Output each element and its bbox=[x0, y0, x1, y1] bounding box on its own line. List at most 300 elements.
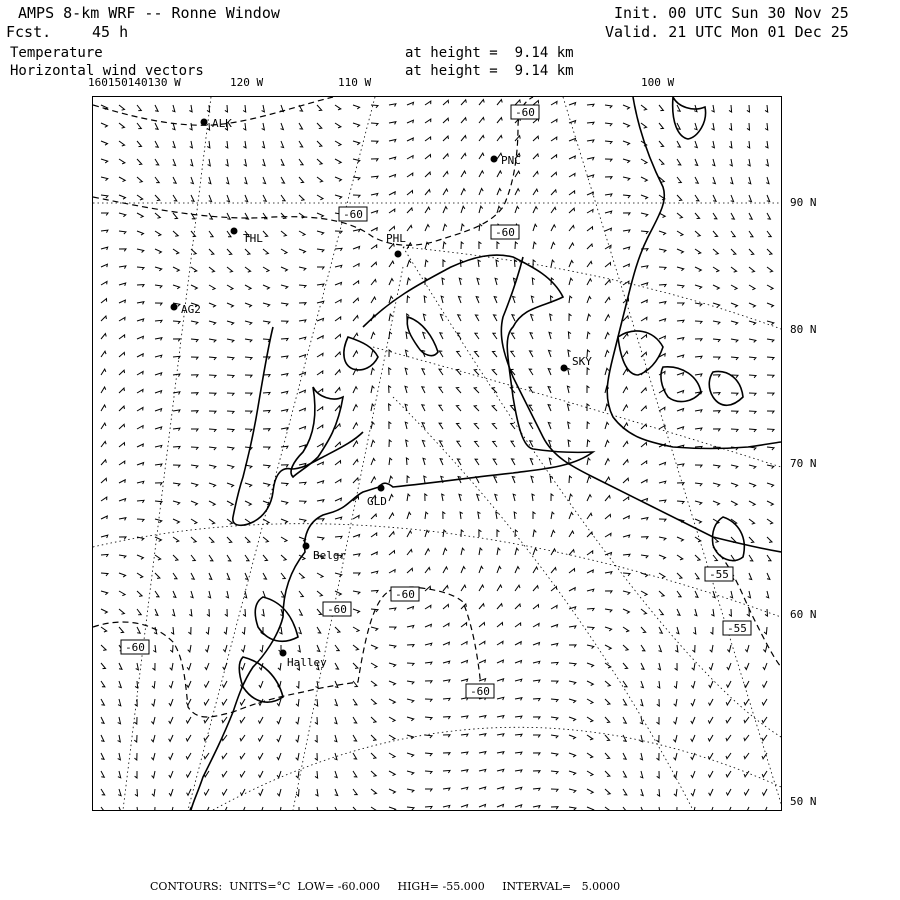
wind-vector bbox=[152, 699, 155, 706]
wind-vector bbox=[407, 120, 413, 123]
wind-vector bbox=[569, 550, 574, 555]
wind-vector bbox=[134, 753, 137, 760]
wind-vector bbox=[641, 105, 647, 110]
wind-vector bbox=[497, 118, 502, 123]
wind-vector bbox=[155, 213, 160, 218]
wind-vector bbox=[170, 663, 173, 670]
wind-vector bbox=[745, 645, 749, 652]
wind-vector bbox=[335, 317, 341, 321]
wind-vector bbox=[587, 589, 594, 592]
wind-vector bbox=[550, 476, 553, 483]
wind-vector bbox=[353, 645, 359, 650]
wind-vector bbox=[227, 501, 233, 506]
station-belgr[interactable] bbox=[303, 543, 347, 563]
wind-vector bbox=[119, 663, 122, 669]
wind-vector bbox=[224, 627, 227, 634]
wind-vector bbox=[191, 375, 198, 378]
wind-vector bbox=[169, 735, 173, 741]
wind-vector bbox=[443, 717, 450, 720]
wind-vector bbox=[479, 100, 484, 105]
wind-vector bbox=[461, 770, 468, 773]
wind-vector bbox=[461, 787, 468, 790]
wind-vector bbox=[443, 242, 446, 249]
wind-vector bbox=[335, 406, 340, 411]
wind-vector bbox=[677, 320, 684, 323]
wind-vector bbox=[532, 494, 535, 501]
wind-vector bbox=[155, 285, 162, 288]
wind-vector bbox=[240, 699, 245, 705]
wind-vector bbox=[567, 386, 570, 393]
map-panel[interactable] bbox=[92, 96, 782, 811]
wind-vector bbox=[406, 458, 409, 465]
wind-vector bbox=[222, 681, 227, 687]
wind-vector bbox=[258, 717, 263, 723]
wind-vector bbox=[296, 717, 299, 724]
wind-vector bbox=[155, 573, 160, 578]
station-pnc[interactable] bbox=[491, 154, 521, 167]
wind-vector bbox=[119, 213, 126, 217]
wind-vector bbox=[353, 627, 359, 632]
station-ag2[interactable] bbox=[171, 303, 201, 316]
wind-vector bbox=[677, 355, 684, 358]
wind-vector bbox=[335, 141, 341, 146]
wind-vector bbox=[119, 317, 125, 321]
wind-vector bbox=[389, 422, 391, 429]
wind-vector bbox=[298, 627, 301, 634]
wind-vector bbox=[711, 627, 714, 634]
wind-vector bbox=[695, 356, 702, 359]
wind-vector bbox=[605, 440, 609, 447]
wind-vector bbox=[119, 335, 125, 339]
wind-vector bbox=[353, 771, 357, 777]
wind-vector bbox=[767, 429, 774, 432]
lon-label-cluster: 160150140130 W bbox=[88, 76, 181, 89]
wind-vector bbox=[153, 645, 156, 652]
wind-vector bbox=[605, 159, 612, 162]
wind-vector bbox=[119, 370, 125, 375]
wind-vector bbox=[137, 195, 143, 200]
wind-vector bbox=[479, 153, 484, 159]
wind-vector bbox=[353, 516, 359, 520]
wind-vector bbox=[640, 753, 643, 760]
wind-vector bbox=[260, 645, 263, 652]
wind-vector bbox=[425, 753, 432, 756]
wind-vector bbox=[748, 159, 751, 166]
wind-vector bbox=[677, 303, 684, 305]
wind-vector bbox=[497, 242, 499, 249]
wind-vector bbox=[389, 699, 395, 704]
wind-vector bbox=[371, 386, 374, 393]
wind-vector bbox=[747, 105, 750, 112]
wind-vector bbox=[389, 440, 392, 447]
wind-vector bbox=[118, 735, 121, 742]
wind-vector bbox=[744, 735, 749, 741]
wind-vector bbox=[423, 332, 426, 339]
wind-vector bbox=[407, 225, 412, 231]
wind-vector bbox=[137, 591, 142, 596]
wind-vector bbox=[335, 282, 342, 285]
wind-vector bbox=[425, 530, 429, 537]
wind-vector bbox=[641, 195, 648, 199]
wind-vector bbox=[749, 483, 756, 487]
wind-vector bbox=[440, 315, 443, 322]
meridian-3 bbox=[293, 267, 403, 810]
wind-vector bbox=[406, 332, 409, 339]
lon-label-100w: 100 W bbox=[641, 76, 675, 89]
wind-vector bbox=[762, 771, 767, 777]
wind-vector bbox=[263, 177, 266, 184]
wind-vector bbox=[551, 644, 558, 647]
wind-vector bbox=[587, 458, 590, 465]
wind-vector bbox=[119, 177, 125, 182]
wind-vector bbox=[677, 555, 683, 560]
wind-vector bbox=[281, 285, 288, 289]
wind-vector bbox=[317, 284, 324, 287]
wind-vector bbox=[371, 681, 377, 686]
wind-vector bbox=[551, 172, 557, 177]
wind-vector bbox=[659, 105, 663, 111]
wind-vector bbox=[695, 159, 698, 165]
wind-vector bbox=[677, 285, 684, 288]
station-phl[interactable] bbox=[386, 232, 406, 258]
wind-vector bbox=[659, 609, 663, 615]
wind-vector bbox=[371, 514, 376, 519]
contour-label-box bbox=[323, 602, 351, 616]
wind-vector bbox=[711, 609, 714, 616]
wind-vector bbox=[225, 141, 228, 148]
wind-vector bbox=[494, 297, 497, 303]
wind-vector bbox=[258, 753, 263, 759]
wind-vector bbox=[479, 530, 482, 537]
wind-vector bbox=[101, 264, 107, 267]
wind-vector bbox=[137, 285, 144, 288]
wind-vector bbox=[353, 333, 358, 339]
wind-vector bbox=[495, 278, 498, 285]
wind-vector bbox=[389, 122, 396, 125]
wind-vector bbox=[695, 374, 702, 377]
wind-vector bbox=[299, 355, 306, 358]
wind-vector bbox=[334, 735, 337, 742]
wind-vector bbox=[209, 339, 216, 342]
wind-vector bbox=[767, 231, 771, 237]
wind-vector bbox=[695, 231, 700, 236]
contour-label-box bbox=[491, 225, 519, 239]
wind-vector bbox=[389, 663, 396, 667]
wind-vector bbox=[659, 627, 662, 633]
wind-vector bbox=[605, 315, 610, 321]
wind-vector bbox=[587, 551, 593, 555]
wind-vector bbox=[605, 263, 611, 268]
wind-vector bbox=[353, 247, 360, 250]
wind-vector bbox=[281, 591, 284, 597]
wind-vector bbox=[173, 591, 176, 597]
wind-vector bbox=[299, 177, 304, 183]
wind-vector bbox=[299, 337, 306, 340]
wind-vector bbox=[641, 213, 648, 217]
wind-vector bbox=[277, 771, 281, 778]
wind-vector bbox=[226, 159, 229, 166]
wind-vector bbox=[511, 333, 515, 339]
wind-vector bbox=[389, 627, 396, 630]
wind-vector bbox=[371, 771, 376, 776]
wind-vector bbox=[209, 375, 216, 378]
wind-vector bbox=[532, 278, 535, 285]
wind-vector bbox=[371, 194, 378, 197]
wind-vector bbox=[170, 807, 174, 810]
wind-vector bbox=[497, 623, 503, 628]
wind-vector bbox=[713, 285, 719, 289]
meridian-2 bbox=[188, 97, 375, 810]
wind-vector bbox=[371, 627, 378, 631]
wind-vector bbox=[456, 406, 461, 412]
wind-vector bbox=[407, 626, 414, 629]
wind-vector bbox=[258, 735, 263, 741]
wind-vector bbox=[497, 752, 504, 755]
wind-vector bbox=[693, 627, 696, 634]
wind-vector bbox=[641, 283, 648, 286]
wind-vector bbox=[137, 627, 140, 633]
wind-vector bbox=[263, 321, 270, 324]
wind-vector bbox=[659, 537, 666, 540]
wind-vector bbox=[443, 753, 450, 756]
wind-vector bbox=[222, 789, 227, 795]
wind-vector bbox=[371, 440, 375, 447]
wind-vector bbox=[533, 189, 538, 195]
wind-vector bbox=[281, 537, 287, 542]
wind-vector bbox=[137, 444, 143, 447]
wind-vector bbox=[605, 333, 609, 339]
wind-vector bbox=[569, 243, 574, 249]
contour-label-box bbox=[466, 684, 494, 698]
wind-vector bbox=[317, 105, 322, 111]
wind-vector bbox=[353, 699, 357, 705]
wind-vector bbox=[439, 369, 443, 375]
station-thl[interactable] bbox=[231, 228, 264, 246]
wind-vector bbox=[353, 789, 357, 795]
wind-vector bbox=[674, 789, 677, 796]
wind-vector bbox=[222, 699, 227, 705]
wind-vector bbox=[277, 789, 281, 796]
wind-vector bbox=[169, 717, 173, 723]
wind-vector bbox=[659, 319, 666, 322]
wind-vector bbox=[708, 771, 713, 777]
wind-vector bbox=[767, 249, 772, 254]
contour-label-text: -60 bbox=[495, 226, 515, 239]
wind-vector bbox=[169, 699, 173, 706]
contour-label-box bbox=[121, 640, 149, 654]
wind-vector bbox=[677, 609, 680, 615]
wind-vector bbox=[389, 157, 396, 160]
wind-vector bbox=[749, 267, 755, 272]
wind-vector bbox=[209, 321, 216, 325]
wind-vector bbox=[551, 225, 556, 231]
wind-vector bbox=[263, 447, 270, 450]
wind-vector bbox=[695, 303, 702, 306]
wind-vector bbox=[425, 494, 428, 501]
wind-vector bbox=[281, 303, 288, 306]
wind-vector bbox=[101, 441, 106, 447]
wind-vector bbox=[587, 771, 593, 776]
wind-vector bbox=[674, 681, 677, 688]
wind-vector bbox=[457, 459, 461, 465]
wind-vector bbox=[767, 537, 772, 542]
wind-vector bbox=[173, 213, 178, 219]
wind-vector bbox=[299, 573, 304, 578]
wind-vector bbox=[767, 339, 774, 342]
wind-vector bbox=[551, 587, 557, 592]
wind-vector bbox=[587, 314, 591, 321]
contour-minus55 bbox=[713, 547, 781, 667]
wind-vector bbox=[204, 699, 209, 705]
wind-vector bbox=[173, 573, 177, 579]
wind-vector bbox=[335, 352, 340, 357]
wind-vector bbox=[443, 100, 449, 105]
wind-vector bbox=[623, 609, 629, 613]
wind-vector bbox=[674, 807, 677, 810]
wind-vector bbox=[749, 339, 756, 342]
wind-vector bbox=[659, 426, 665, 430]
wind-vector bbox=[227, 411, 234, 414]
wind-vector bbox=[569, 173, 575, 177]
island-7 bbox=[661, 367, 701, 402]
wind-vector bbox=[623, 405, 628, 411]
wind-vector bbox=[155, 320, 162, 323]
wind-vector bbox=[353, 298, 359, 303]
contour-label-text: -60 bbox=[470, 685, 490, 698]
wind-vector bbox=[389, 495, 393, 502]
wind-vector bbox=[605, 645, 611, 650]
station-label-gld: GLD bbox=[367, 495, 387, 508]
wind-vector bbox=[475, 441, 479, 447]
wind-vector bbox=[137, 141, 142, 147]
wind-vector bbox=[299, 231, 305, 236]
wind-vector bbox=[101, 230, 108, 233]
wind-vector bbox=[569, 476, 572, 483]
wind-vector bbox=[155, 231, 161, 236]
wind-vector bbox=[569, 314, 572, 321]
wind-vector bbox=[729, 105, 732, 112]
wind-vector bbox=[371, 297, 376, 303]
wind-vector bbox=[173, 483, 180, 486]
wind-vector bbox=[262, 609, 265, 616]
wind-vector bbox=[263, 249, 268, 254]
wind-vector bbox=[296, 771, 299, 778]
contour-label-text: -55 bbox=[709, 568, 729, 581]
wind-vector bbox=[389, 386, 392, 393]
wind-vector bbox=[695, 321, 702, 324]
wind-vector bbox=[118, 699, 121, 706]
wind-vector bbox=[587, 570, 593, 573]
wind-vector bbox=[641, 406, 646, 411]
wind-vector bbox=[263, 195, 266, 201]
lat-label-60n: 60 N bbox=[790, 608, 817, 621]
wind-vector bbox=[190, 591, 193, 598]
wind-vector bbox=[155, 195, 160, 201]
wind-vector bbox=[317, 318, 324, 321]
wind-vector bbox=[749, 195, 752, 202]
station-alk[interactable] bbox=[201, 117, 233, 130]
wind-vector bbox=[443, 260, 445, 267]
wind-vector bbox=[209, 357, 216, 360]
wind-vector bbox=[209, 303, 216, 307]
wind-vector bbox=[281, 410, 288, 413]
wind-vector bbox=[708, 717, 713, 723]
wind-vector bbox=[479, 189, 483, 196]
wind-vector bbox=[749, 375, 756, 378]
station-halley[interactable] bbox=[280, 650, 328, 670]
wind-vector bbox=[726, 789, 731, 795]
wind-vector bbox=[656, 735, 659, 742]
wind-vector bbox=[749, 429, 756, 432]
wind-vector bbox=[425, 771, 432, 774]
wind-vector bbox=[567, 404, 570, 411]
wind-vector bbox=[443, 642, 449, 645]
wind-vector bbox=[569, 681, 576, 685]
wind-vector bbox=[281, 267, 287, 271]
wind-vector bbox=[299, 285, 306, 288]
wind-vector bbox=[605, 591, 612, 594]
wind-vector bbox=[533, 586, 538, 591]
wind-vector bbox=[119, 406, 124, 411]
wind-vector bbox=[263, 339, 270, 342]
wind-vector bbox=[533, 260, 536, 267]
wind-vector bbox=[623, 535, 630, 538]
wind-vector bbox=[623, 230, 630, 233]
wind-vector bbox=[407, 278, 410, 285]
wind-vector bbox=[479, 641, 485, 645]
wind-vector bbox=[101, 573, 108, 576]
wind-vector bbox=[423, 314, 426, 321]
wind-vector bbox=[587, 717, 593, 722]
wind-vector bbox=[443, 661, 450, 664]
wind-vector bbox=[512, 459, 516, 465]
wind-vector bbox=[263, 555, 268, 561]
wind-vector bbox=[371, 663, 377, 668]
station-label-pnc: PNC bbox=[501, 154, 521, 167]
wind-vector bbox=[605, 533, 611, 537]
wind-vector bbox=[119, 499, 126, 502]
wind-vector bbox=[371, 571, 378, 574]
wind-vector bbox=[551, 568, 556, 573]
wind-vector bbox=[533, 624, 539, 628]
wind-vector bbox=[101, 807, 105, 810]
wind-vector bbox=[569, 494, 573, 501]
wind-vector bbox=[659, 231, 666, 235]
wind-vector bbox=[371, 368, 375, 375]
wind-vector bbox=[353, 281, 359, 285]
wind-vector bbox=[297, 807, 300, 810]
wind-vector bbox=[641, 317, 647, 321]
wind-vector bbox=[407, 260, 411, 267]
wind-vector bbox=[515, 206, 519, 213]
wind-vector bbox=[587, 279, 592, 285]
wind-vector bbox=[641, 424, 647, 429]
wind-vector bbox=[477, 494, 480, 501]
wind-vector bbox=[515, 189, 520, 195]
wind-vector bbox=[708, 753, 713, 759]
wind-vector bbox=[659, 555, 666, 559]
wind-vector bbox=[443, 512, 446, 519]
contour-minus60-south bbox=[93, 587, 481, 717]
wind-vector bbox=[119, 461, 125, 465]
wind-vector bbox=[479, 566, 483, 573]
wind-vector bbox=[315, 789, 318, 796]
wind-vector bbox=[353, 123, 360, 127]
contour-summary: CONTOURS: UNITS=°C LOW= -60.000 HIGH= -55.000 INTERVAL= 5.0000 bbox=[150, 880, 621, 893]
wind-vector bbox=[137, 177, 142, 182]
wind-vector bbox=[137, 519, 144, 522]
wind-vector bbox=[281, 231, 286, 236]
